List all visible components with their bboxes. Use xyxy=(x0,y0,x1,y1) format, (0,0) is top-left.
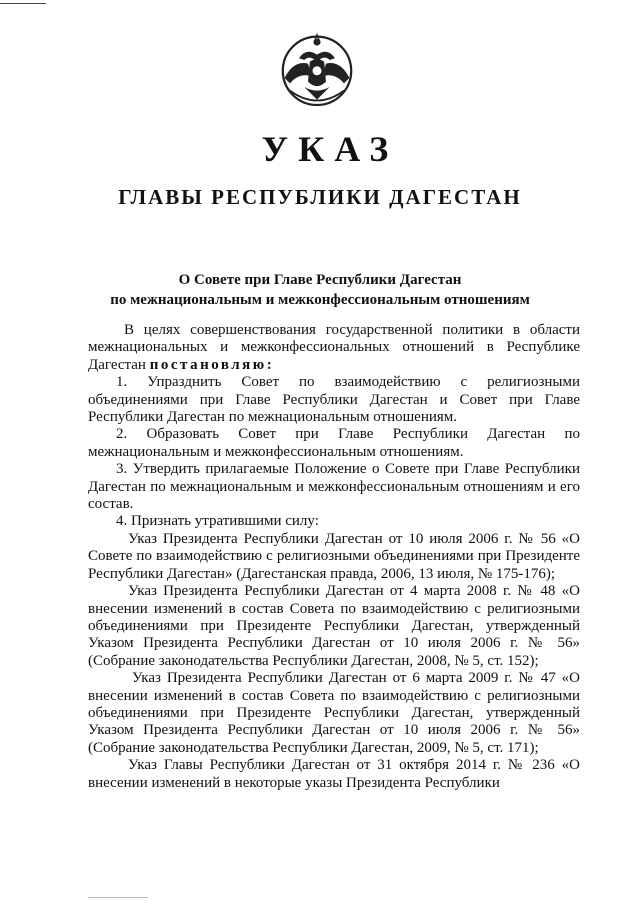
decree-body xyxy=(88,322,580,792)
issuer-title: ГЛАВЫ РЕСПУБЛИКИ ДАГЕСТАН xyxy=(118,185,522,209)
item-1: 1. Упразднить Совет по взаимодействию с религиозными объединениями при Главе Республики Дагестан и Совет при Главе Республики Дагестан по межнациональным отношениям. xyxy=(88,374,580,426)
item-2: 2. Образовать Совет при Главе Республики Дагестан по межнациональным и межконфессиональным отношениям. xyxy=(88,426,580,460)
document-type-title: УКАЗ xyxy=(261,129,399,169)
intro-paragraph xyxy=(88,322,580,374)
repeal-item-3: Указ Президента Республики Дагестан от 6 марта 2009 г. № 47 «О внесении изменений в состав Совета по взаимодействию с религиозными объединениями при Президенте Республики Дагестан, утвержденный Указом Президента Республики Дагестан от 10 июля 2006 г. № 56» (Собрание законодательства Республики Дагестан, 2009, № 5, ст. 171); xyxy=(88,670,580,756)
item-4: 4. Признать утратившими силу: xyxy=(116,513,319,530)
repeal-item-1: Указ Президента Республики Дагестан от 10 июля 2006 г. № 56 «О Совете по взаимодействию с религиозными объединениями при Президенте Республики Дагестан» (Дагестанская правда, 2006, 13 июля, № 175-176); xyxy=(88,530,580,582)
coat-of-arms-icon xyxy=(272,24,362,114)
decree-heading-line-2: по межнациональным и межконфессиональным отношениям xyxy=(110,292,530,308)
decree-heading-line-1: О Совете при Главе Республики Дагестан xyxy=(178,272,462,288)
repeal-item-2: Указ Президента Республики Дагестан от 4 марта 2008 г. № 48 «О внесении изменений в состав Совета по взаимодействию с религиозными объединениями при Президенте Республики Дагестан, утвержденный Указом Президента Республики Дагестан от 10 июля 2006 г. № 56» (Собрание законодательства Республики Дагестан, 2008, № 5, ст. 152); xyxy=(88,583,580,669)
scan-footer-mark xyxy=(88,897,148,898)
item-3: 3. Утвердить прилагаемые Положение о Совете при Главе Республики Дагестан по межнациональным и межконфессиональным отношениям и его состав. xyxy=(88,461,580,513)
decree-keyword: постановляю: xyxy=(149,356,275,373)
intro-text: В целях совершенствования государственной политики в области межнациональных и межконфессиональных отношений в Республике Дагестан xyxy=(88,322,580,373)
scan-edge-line xyxy=(0,3,46,4)
decree-heading xyxy=(0,270,640,310)
repeal-item-4: Указ Главы Республики Дагестан от 31 октября 2014 г. № 236 «О внесении изменений в некоторые указы Президента Республики xyxy=(88,757,580,791)
